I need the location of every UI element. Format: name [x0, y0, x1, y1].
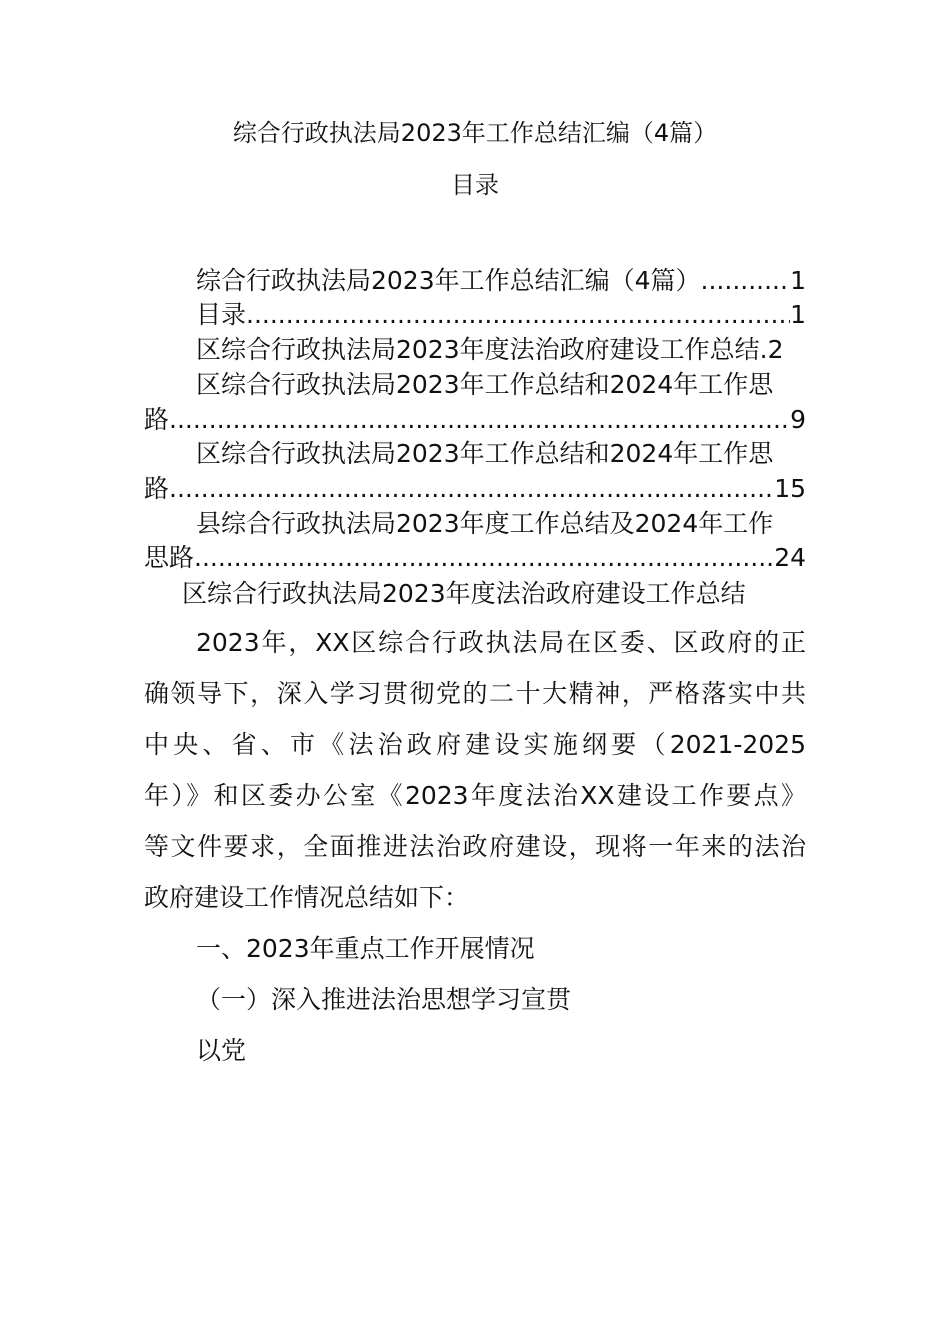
toc-entry-text[interactable]: 区综合行政执法局2023年工作总结和2024年工作思 [196, 370, 774, 399]
paragraph-line: 中央、省、市《法治政府建设实施纲要（2021-2025 [144, 730, 806, 759]
toc-entry-page: 1 [790, 300, 806, 329]
toc-entry[interactable] [144, 298, 806, 332]
toc-entry-text-cont: 路 [144, 474, 170, 503]
paragraph-line: 等文件要求，全面推进法治政府建设，现将一年来的法治 [144, 832, 806, 861]
paragraph-line: 2023年，XX区综合行政执法局在区委、区政府的正 [196, 628, 806, 657]
toc-entry-page: 1 [790, 266, 806, 295]
paragraph-line: 确领导下，深入学习贯彻党的二十大精神，严格落实中共 [144, 679, 806, 708]
toc-leader-dots [169, 472, 774, 506]
paragraph-line: 以党 [196, 1036, 247, 1065]
toc-entry-page: 15 [774, 474, 806, 503]
toc-entry[interactable] [144, 264, 806, 298]
toc-entry-text[interactable]: 县综合行政执法局2023年度工作总结及2024年工作 [196, 509, 774, 538]
toc-entry-page: 2 [767, 335, 784, 364]
toc-entry[interactable] [144, 541, 806, 575]
toc-entry-text[interactable]: 区综合行政执法局2023年工作总结和2024年工作思 [196, 439, 774, 468]
subsection-heading: （一）深入推进法治思想学习宣贯 [196, 985, 572, 1014]
toc-entry-page: 9 [790, 405, 806, 434]
section-heading: 一、2023年重点工作开展情况 [196, 934, 535, 963]
toc-entry-text: 区综合行政执法局2023年度法治政府建设工作总结. [196, 335, 768, 364]
toc-heading: 目录 [451, 171, 499, 199]
paragraph-line: 政府建设工作情况总结如下： [144, 883, 470, 912]
toc-leader-dots [701, 264, 791, 298]
toc-entry-text: 综合行政执法局2023年工作总结汇编（4篇） [196, 266, 701, 295]
document-title: 综合行政执法局2023年工作总结汇编（4篇） [232, 119, 718, 147]
toc-entry[interactable] [144, 472, 806, 506]
toc-entry[interactable] [144, 403, 806, 437]
toc-entry-text-cont: 思路 [144, 543, 195, 572]
toc-entry[interactable] [144, 333, 806, 367]
toc-entry-text-cont: 路 [144, 405, 170, 434]
toc-entry-page: 24 [774, 543, 806, 572]
paragraph-line: 年）》和区委办公室《2023年度法治XX建设工作要点》 [144, 781, 806, 810]
article-title: 区综合行政执法局2023年度法治政府建设工作总结 [182, 579, 746, 608]
toc-leader-dots [169, 403, 790, 437]
toc-leader-dots [194, 541, 774, 575]
toc-leader-dots [246, 298, 790, 332]
toc-entry-text: 目录 [196, 300, 247, 329]
